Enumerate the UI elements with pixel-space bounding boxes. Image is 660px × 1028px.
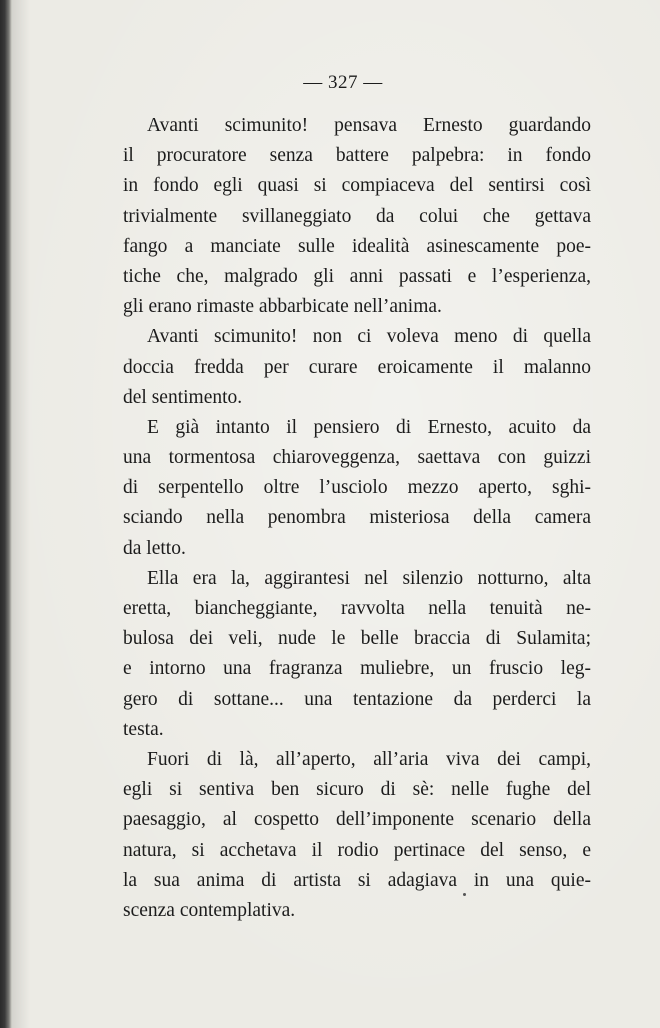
text-line: una tormentosa chiaroveggenza, saettava con guizzi [123,447,591,469]
text-line: testa. [123,718,164,740]
text-line: scenza contemplativa. [123,899,296,921]
text-line: e intorno una fragranza muliebre, un fruscio leg- [123,658,591,680]
text-line: Avanti scimunito! non ci voleva meno di quella [147,326,591,348]
text-line: Avanti scimunito! pensava Ernesto guardando [147,115,591,136]
text-line: fango a manciate sulle idealità asinescamente poe- [123,235,591,257]
text-line: trivialmente svillaneggiato da colui che gettava [123,205,591,227]
text-line: gli erano rimaste abbarbicate nell’anima. [123,296,442,318]
text-line: Ella era la, aggirantesi nel silenzio notturno, alta [147,567,591,589]
text-line: tiche che, malgrado gli anni passati e l’esperienza, [123,265,591,287]
text-line: in fondo egli quasi si compiaceva del sentirsi così [123,175,591,197]
speck-mark [463,893,466,896]
text-line: Fuori di là, all’aperto, all’aria viva dei campi, [147,748,591,770]
text-line: la sua anima di artista si adagiava in una quie- [123,869,591,891]
text-line: di serpentello oltre l’usciolo mezzo aperto, sghi- [123,477,591,499]
text-line: da letto. [123,537,186,559]
text-line: natura, si acchetava il rodio pertinace del senso, e [123,839,591,861]
text-line: il procuratore senza battere palpebra: in fondo [123,145,591,167]
text-line: egli si sentiva ben sicuro di sè: nelle fughe del [123,779,591,801]
text-line: E già intanto il pensiero di Ernesto, acuito da [147,416,591,438]
page-number: — 327 — [303,72,383,93]
spine-shadow [12,0,30,1028]
text-line: bulosa dei veli, nude le belle braccia di Sulamita; [123,628,591,650]
text-line: eretta, biancheggiante, ravvolta nella tenuità ne- [123,598,591,619]
text-line: gero di sottane... una tentazione da perderci la [123,688,591,710]
text-line: paesaggio, al cospetto dell’imponente scenario della [123,809,591,831]
book-spine-edge [0,0,12,1028]
text-line: sciando nella penombra misteriosa della camera [123,507,591,529]
text-line: del sentimento. [123,386,243,408]
text-line: doccia fredda per curare eroicamente il malanno [123,356,591,378]
body-text [123,111,591,926]
